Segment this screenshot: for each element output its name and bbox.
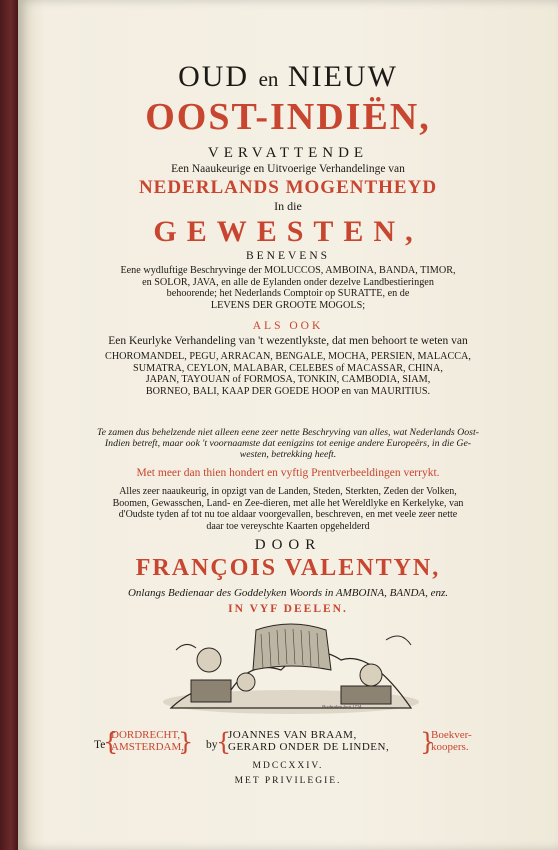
italic-line: Indien betreft, maar ook 't voornaamste dat eenigzins tot eenige andere Europeërs, in die Ge- [104,438,472,449]
bk-line: Boekver- [431,729,472,741]
para1-line: LEVENS DER GROOTE MOGOLS; [210,299,366,311]
keurlyke-line: Een Keurlyke Verhandeling van 't wezentlykste, dat men behoort te weten van [108,335,468,347]
para2-line: BORNEO, BALI, KAAP DER GOEDE HOOP en van MAURITIUS. [145,385,431,397]
engraver-signature: Houbraken fecit 1724 [322,704,362,709]
para3-line: Boomen, Gewasschen, Land- en Zee-dieren, met alle het Wereldlyke en Kerkelyke, van [112,497,464,509]
brace-right: } [420,728,436,756]
description-paragraph-1 [18,265,558,311]
imprint-by: by [206,739,218,751]
subtitle: Een Naaukeurige en Uitvoerige Verhandelinge van [171,163,405,175]
als-ook-heading: ALS OOK [252,320,324,332]
privilege-line: MET PRIVILEGIE. [234,776,342,786]
para3-line: Alles zeer naaukeurig, in opzigt van de Landen, Steden, Sterkten, Zeden der Volken, [119,486,457,497]
para3-line: d'Oudste tyden af tot nu toe aldaar voorgevallen, beschreven, en met veele zeer nette [118,509,458,520]
para2-line: JAPAN, TAYOUAN of FORMOSA, TONKIN, CAMBODIA, SIAM, [145,374,431,385]
city: DORDRECHT, [111,729,181,741]
publisher: GERARD ONDER DE LINDEN, [228,741,390,753]
engraving-vignette [161,620,421,716]
author-description: Onlangs Bedienaar des Goddelyken Woords in AMBOINA, BANDA, enz. [127,587,449,599]
benevens-heading: BENEVENS [245,250,331,262]
para1-line: Eene wydluftige Beschryvinge der MOLUCCOS, AMBOINA, BANDA, TIMOR, [120,265,456,276]
italic-line: Te zamen dus behelzende niet alleen eene zeer nette Beschryving van alles, wat Nederlands Oost- [97,427,479,438]
para3-line: daar toe vereyschte Kaarten opgehelderd [206,520,370,532]
volumes-line: IN VYF DEELEN. [228,603,348,615]
para1-line: en SOLOR, JAVA, en alle de Eylanden onder dezelve Landbestieringen [142,276,434,288]
para2-line: SUMATRA, CEYLON, MALABAR, CELEBES of MACASSAR, CHINA, [133,362,443,374]
title-line-1: OUD en NIEUW [178,60,398,93]
city: AMSTERDAM, [111,741,185,753]
book-binding [0,0,20,850]
para1-line: behoorende; het Nederlands Comptoir op SURATTE, en de [166,288,410,299]
prints-line: Met meer dan thien hondert en vyftig Prentverbeeldingen verrykt. [136,467,440,479]
door-heading: DOOR [254,537,322,553]
italic-paragraph [18,427,558,460]
bk-line: koopers. [431,741,469,753]
italic-line: westen, betrekking heeft. [239,449,337,460]
brace-left: { [216,728,232,756]
description-paragraph-2 [18,351,558,397]
nederlands-heading: NEDERLANDS MOGENTHEYD [138,177,438,198]
brace-right: } [178,728,194,756]
description-paragraph-3 [18,486,558,532]
imprint-cities [111,729,184,753]
title-line-2: OOST-INDIËN, [145,96,431,138]
para2-line: CHOROMANDEL, PEGU, ARRACAN, BENGALE, MOCHA, PERSIEN, MALACCA, [105,351,471,362]
brace-left: { [103,728,119,756]
imprint-boekverkoopers [431,729,472,753]
author-name: FRANÇOIS VALENTYN, [135,555,441,581]
imprint-publishers [228,729,389,753]
vervattende-heading: VERVATTENDE [207,145,369,161]
gewesten-heading: GEWESTEN, [153,215,423,248]
imprint-te: Te [94,739,106,751]
in-die-text: In die [274,199,302,213]
publication-year: MDCCXXIV. [252,761,324,771]
publisher: JOANNES VAN BRAAM, [228,729,357,741]
